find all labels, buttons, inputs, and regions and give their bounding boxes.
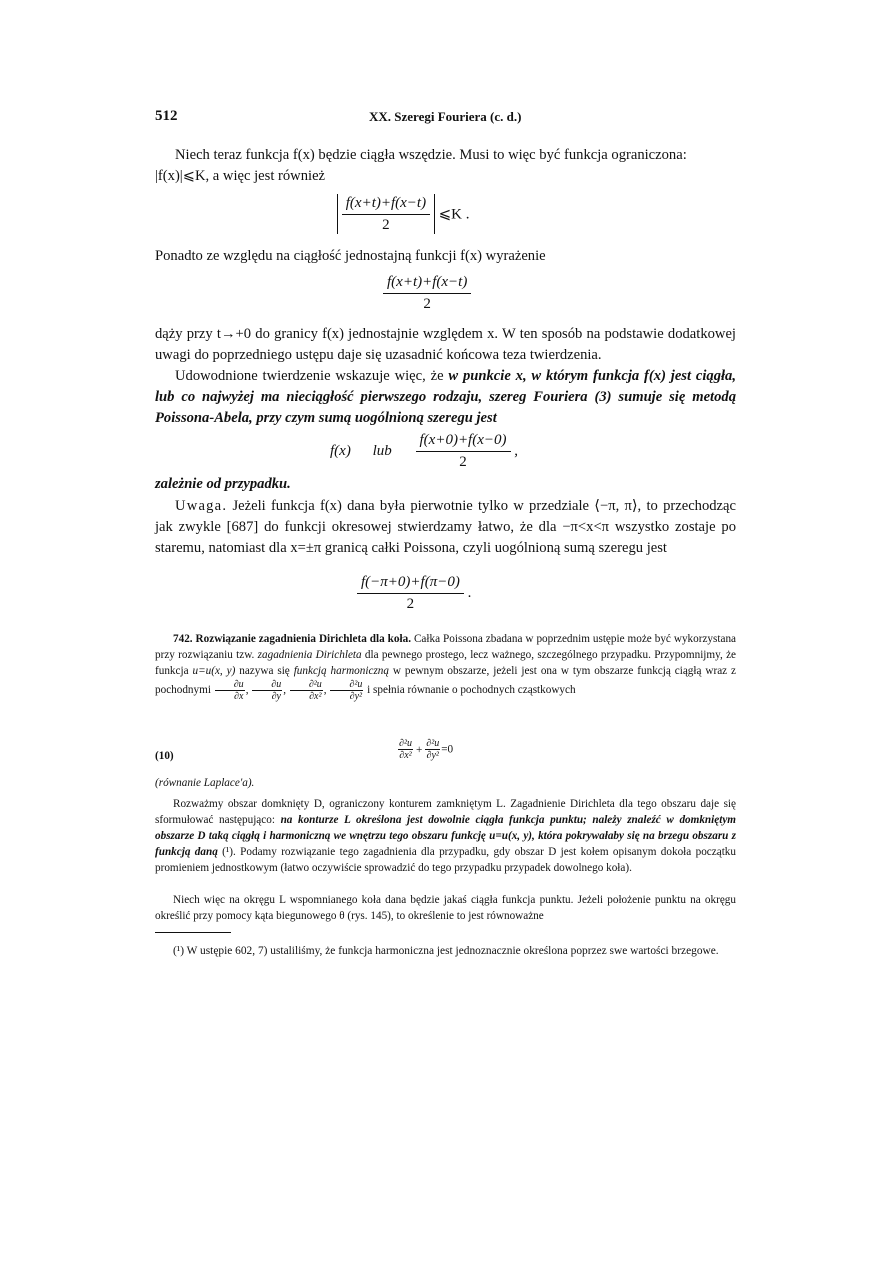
section-742-text-5: i spełnia równanie o pochodnych cząstkowych: [364, 684, 576, 697]
equation-sum-numerator: f(x+0)+f(x−0): [416, 432, 511, 452]
equation-number: (10): [155, 750, 174, 762]
equation-bound-numerator: f(x+t)+f(x−t): [342, 195, 430, 215]
page: [155, 0, 736, 1263]
paragraph-4: [155, 366, 736, 429]
abs-bar-left: [337, 194, 338, 234]
paragraph-2: Ponadto ze względu na ciągłość jednostajną funkcji f(x) wyrażenie: [155, 248, 546, 264]
equation-endpoint: [357, 574, 471, 613]
laplace-term-x-den: ∂x²: [399, 750, 412, 761]
equation-mean-numerator: f(x+t)+f(x−t): [383, 274, 471, 294]
footnote-divider: [155, 932, 231, 933]
derivative-d2u-dx2: [290, 679, 323, 702]
paragraph-1-line-1: Niech teraz funkcja f(x) będzie ciągła wszędzie. Musi to więc być funkcja ograniczona:: [175, 147, 687, 163]
paragraph-4-lead: Udowodnione twierdzenie wskazuje więc, że: [175, 368, 449, 384]
derivative-du-dy-num: ∂u: [252, 679, 282, 691]
section-742-text-4: w pewnym obszarze, jeżeli jest ona w tym obszarze funkcją ciągłą wraz z pochodnymi: [155, 665, 737, 697]
paragraph-circle: Niech więc na okręgu L wspomnianego koła dana będzie jakaś ciągła funkcja punktu. Jeżeli położenie punktu na okręgu określić przy pomocy kąta biegunowego θ (rys. 145), to określenie to jest równoważne: [155, 894, 736, 922]
section-742-term-harmonic: funkcją harmoniczną: [293, 665, 389, 677]
footnote: [155, 943, 736, 959]
equation-mean-fraction: [383, 274, 471, 313]
derivative-d2u-dx2-den: ∂x²: [309, 691, 322, 702]
laplace-term-x-num: ∂²u: [399, 738, 412, 749]
paragraph-1-line-2: |f(x)|⩽K, a więc jest również: [155, 168, 326, 184]
abs-bar-right: [434, 194, 435, 234]
derivative-d2u-dy2-num: ∂²u: [330, 679, 363, 691]
footnote-mark: (¹): [173, 945, 185, 957]
derivative-d2u-dx2-num: ∂²u: [290, 679, 323, 691]
laplace-term-y-num: ∂²u: [426, 738, 440, 749]
paragraph-1: [155, 145, 736, 187]
equation-endpoint-numerator: f(−π+0)+f(π−0): [357, 574, 464, 594]
equation-sum-trail: ,: [514, 443, 518, 459]
equation-sum: [330, 432, 518, 471]
paragraph-dirichlet: [155, 796, 736, 876]
paragraph-5: zależnie od przypadku.: [155, 476, 291, 492]
laplace-plus: +: [415, 743, 423, 756]
equation-sum-connector: lub: [372, 443, 392, 459]
laplace-term-x: [398, 738, 413, 761]
theorem-statement: w punkcie x, w którym funkcja f(x) jest ciągła, lub co najwyżej ma nieciągłość pierwszego rodzaju, szereg Fouriera (3) sumuje się metodą Poissona-Abela, przy czym sumą uogólnioną szeregu jest: [155, 368, 736, 426]
equation-sum-left: f(x): [330, 443, 351, 459]
laplace-term-y-den: ∂y²: [426, 750, 439, 761]
equation-endpoint-trail: .: [467, 585, 472, 601]
remark-label: Uwaga.: [175, 498, 228, 514]
paragraph-3: dąży przy t→+0 do granicy f(x) jednostajnie względem x. W ten sposób na podstawie dodatkowej uwagi do poprzedniego ustępu daje się uzasadnić końcowa teza twierdzenia.: [155, 326, 736, 363]
dirichlet-problem-statement: na konturze L określona jest dowolnie ciągła funkcja punktu; należy znaleźć w domkniętym obszarze D taką ciągłą i harmoniczną we wnętrzu tego obszaru funkcję u=u(x, y), która pokrywałaby się na brzegu obszaru z funkcją daną: [155, 814, 737, 858]
running-title: XX. Szeregi Fouriera (c. d.): [369, 109, 522, 124]
equation-endpoint-fraction: [357, 574, 464, 613]
derivative-du-dy: [252, 679, 282, 702]
equation-sum-fraction: [416, 432, 511, 471]
equation-sum-denominator: 2: [459, 454, 467, 470]
equation-bound: [337, 194, 470, 234]
equation-endpoint-denominator: 2: [406, 596, 415, 612]
section-742-text-1: Całka Poissona zbadana w poprzednim ustępie może być wykorzystana przy rozwiązaniu tzw.: [155, 633, 736, 661]
laplace-rhs: =0: [441, 743, 454, 756]
derivative-du-dx-num: ∂u: [215, 679, 245, 691]
equation-mean-denominator: 2: [423, 296, 431, 312]
paragraph-remark: [155, 496, 736, 559]
equation-mean: [383, 274, 471, 313]
section-742: 742. Rozwiązanie zagadnienia Dirichleta dla koła. Całka Poissona zbadana w poprzednim ustępie może być wykorzystana przy rozwiązaniu tzw. zagadnienia Dirichleta dla pewnego prostego, lecz ważnego, szczególnego przypadku. Przypomnijmy, że funkcja u=u(x, y) nazywa się funkcją harmoniczną w pewnym obszarze, jeżeli jest ona w tym obszarze funkcją ciągłą wraz z pochodnymi $\frac{\partial u}{\partial x}$ , $\frac{\partial u}{\partial y}$ , $\frac{\text{∂²u}}{\text{∂x²}}$ , $\frac{\text{∂²u}}{\text{∂y²}}$ i spełnia równanie o pochodnych cząstkowych: [155, 633, 737, 702]
laplace-term-y: [425, 738, 440, 761]
section-742-function-u: u=u(x, y): [192, 665, 236, 677]
section-742-term-dirichlet: zagadnienia Dirichleta: [257, 649, 362, 661]
derivative-du-dx-den: ∂x: [234, 691, 244, 702]
laplace-caption: (równanie Laplace'a).: [155, 777, 255, 789]
derivative-d2u-dy2-den: ∂y²: [349, 691, 363, 702]
section-742-text-2: dla pewnego prostego, lecz ważnego, szczególnego przypadku. Przypomnijmy, że funkcja: [155, 649, 736, 677]
derivative-du-dx: [215, 679, 245, 702]
section-742-text-3: nazywa się: [235, 665, 294, 677]
footnote-text: W ustępie 602, 7) ustaliliśmy, że funkcja harmoniczna jest jednoznacznie określona poprzez swe wartości brzegowe.: [184, 945, 719, 957]
derivative-d2u-dy2: [330, 679, 363, 702]
page-number: 512: [155, 108, 178, 124]
paragraph-dirichlet-text-1: Rozważmy obszar domknięty D, ograniczony konturem zamkniętym L. Zagadnienie Dirichleta dla tego obszaru daje się sformułować następująco:: [155, 798, 736, 826]
equation-bound-denominator: 2: [382, 216, 390, 233]
remark-text: Jeżeli funkcja f(x) dana była pierwotnie tylko w przedziale ⟨−π, π⟩, to przechodząc jak zwykle [687] do funkcji okresowej stwierdzamy łatwo, że dla −π<x<π wszystko zostaje po staremu, natomiast dla x=±π granicą całki Poissona, czyli uogólnioną sumą szeregu jest: [155, 498, 736, 556]
equation-laplace: [155, 738, 736, 778]
equation-bound-rhs: ⩽K .: [438, 206, 470, 223]
paragraph-dirichlet-text-2: (¹). Podamy rozwiązanie tego zagadnienia dla przypadku, gdy obszar D jest kołem opisanym dokoła początku promieniem jednostkowym (łatwo oczywiście sprowadzić do tego przypadku przypadek dowolnego koła).: [155, 846, 736, 874]
section-742-heading: 742. Rozwiązanie zagadnienia Dirichleta dla koła.: [173, 633, 411, 645]
equation-bound-fraction: [342, 195, 430, 234]
derivative-du-dy-den: ∂y: [271, 691, 281, 702]
